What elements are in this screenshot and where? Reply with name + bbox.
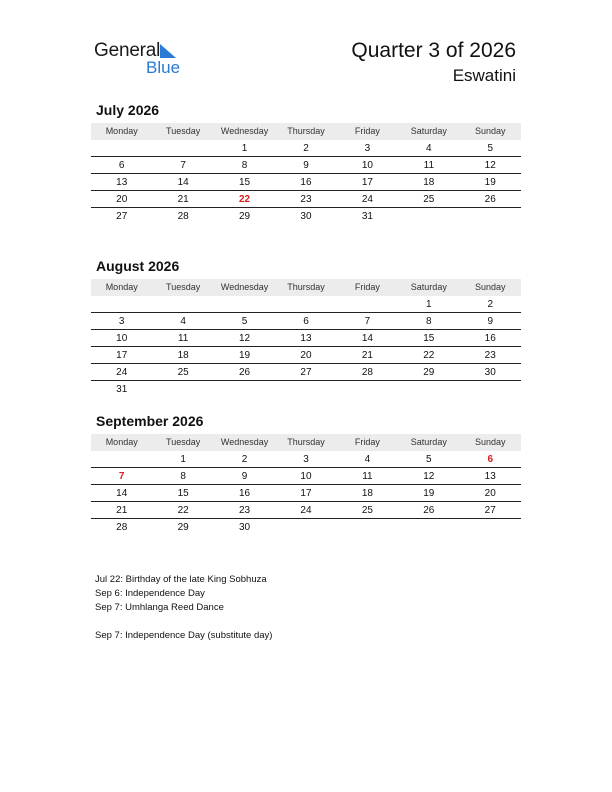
day-cell xyxy=(337,296,398,312)
day-cell: 29 xyxy=(423,367,435,378)
day-cell: 17 xyxy=(361,177,373,188)
day-cell xyxy=(214,381,275,398)
day-cell: 30 xyxy=(484,367,496,378)
page-title: Quarter 3 of 2026 xyxy=(351,39,516,62)
day-cell: 27 xyxy=(300,367,312,378)
day-cell: 28 xyxy=(361,367,373,378)
day-cell: 21 xyxy=(361,350,373,361)
weekday-header xyxy=(91,123,521,140)
day-cell: 5 xyxy=(241,316,248,327)
day-cell: 13 xyxy=(116,177,128,188)
day-cell: 2 xyxy=(487,299,494,310)
day-cell: 3 xyxy=(364,143,371,154)
day-cell: 30 xyxy=(300,211,312,222)
day-cell xyxy=(152,296,213,312)
day-cell xyxy=(337,519,398,536)
weekday-label: Wednesday xyxy=(220,282,269,292)
day-cell: 9 xyxy=(241,471,248,482)
day-cell: 18 xyxy=(177,350,189,361)
holiday-day-cell: 6 xyxy=(487,454,494,465)
day-cell: 20 xyxy=(116,194,128,205)
day-cell xyxy=(460,519,521,536)
day-cell xyxy=(152,140,213,156)
week-row xyxy=(91,485,521,502)
day-cell: 5 xyxy=(487,143,494,154)
logo-general-text: General xyxy=(94,40,161,61)
day-cell xyxy=(398,519,459,536)
month-july xyxy=(91,101,521,225)
weekday-header xyxy=(91,279,521,296)
week-row xyxy=(91,296,521,313)
month-title: July 2026 xyxy=(96,102,160,118)
day-cell: 7 xyxy=(364,316,371,327)
day-cell: 15 xyxy=(423,333,435,344)
day-cell: 4 xyxy=(364,454,371,465)
day-cell: 29 xyxy=(238,211,251,222)
weekday-label: Sunday xyxy=(474,126,506,136)
day-cell: 29 xyxy=(177,522,189,533)
day-cell xyxy=(275,296,336,312)
day-cell: 14 xyxy=(116,488,128,499)
day-cell: 4 xyxy=(180,316,186,327)
day-cell: 10 xyxy=(361,160,373,171)
day-cell: 20 xyxy=(300,350,312,361)
weekday-label: Thursday xyxy=(287,437,325,447)
day-cell: 26 xyxy=(484,194,496,205)
day-cell: 15 xyxy=(177,488,189,499)
day-cell: 28 xyxy=(177,211,189,222)
weekday-label: Friday xyxy=(354,437,380,447)
note-line: Sep 7: Independence Day (substitute day) xyxy=(95,630,273,641)
day-cell: 17 xyxy=(116,350,128,361)
day-cell: 8 xyxy=(426,316,432,327)
day-cell: 31 xyxy=(361,211,373,222)
week-row xyxy=(91,451,521,468)
day-cell: 7 xyxy=(180,160,186,171)
week-row xyxy=(91,381,521,398)
week-row xyxy=(91,519,521,536)
day-cell: 24 xyxy=(361,194,373,205)
week-row xyxy=(91,157,521,174)
day-cell: 16 xyxy=(238,488,251,499)
note-spacer xyxy=(95,615,272,629)
month-grid xyxy=(91,296,521,398)
day-cell: 13 xyxy=(484,471,496,482)
weekday-label: Tuesday xyxy=(166,126,201,136)
day-cell: 27 xyxy=(484,505,496,516)
day-cell: 22 xyxy=(177,505,189,516)
day-cell: 16 xyxy=(300,177,312,188)
day-cell: 21 xyxy=(116,505,128,516)
week-row xyxy=(91,502,521,519)
day-cell: 22 xyxy=(423,350,435,361)
week-row xyxy=(91,364,521,381)
day-cell: 11 xyxy=(362,471,373,482)
day-cell xyxy=(337,381,398,398)
weekday-label: Sunday xyxy=(474,282,506,292)
day-cell: 1 xyxy=(426,299,432,310)
day-cell: 25 xyxy=(177,367,189,378)
weekday-label: Monday xyxy=(105,282,138,292)
weekday-label: Sunday xyxy=(474,437,506,447)
day-cell: 5 xyxy=(426,454,432,465)
day-cell: 23 xyxy=(238,505,251,516)
day-cell: 19 xyxy=(423,488,435,499)
note-line: Sep 6: Independence Day xyxy=(95,588,205,599)
week-row xyxy=(91,191,521,208)
day-cell xyxy=(214,296,275,312)
day-cell: 18 xyxy=(361,488,373,499)
day-cell: 11 xyxy=(177,333,189,344)
note-line: Jul 22: Birthday of the late King Sobhuza xyxy=(95,574,267,585)
day-cell: 1 xyxy=(241,143,248,154)
month-september xyxy=(91,412,521,536)
day-cell: 27 xyxy=(116,211,128,222)
day-cell: 24 xyxy=(116,367,128,378)
week-row xyxy=(91,468,521,485)
country-name: Eswatini xyxy=(452,66,516,85)
weekday-label: Monday xyxy=(105,437,138,447)
day-cell: 8 xyxy=(241,160,248,171)
weekday-label: Wednesday xyxy=(220,126,269,136)
day-cell: 18 xyxy=(423,177,435,188)
day-cell xyxy=(398,208,459,225)
holiday-day-cell: 22 xyxy=(238,194,251,205)
week-row xyxy=(91,140,521,157)
day-cell xyxy=(398,381,459,398)
day-cell: 20 xyxy=(484,488,496,499)
day-cell: 3 xyxy=(303,454,309,465)
day-cell: 21 xyxy=(177,194,189,205)
weekday-label: Friday xyxy=(354,126,380,136)
day-cell: 2 xyxy=(303,143,309,154)
holiday-day-cell: 7 xyxy=(118,471,125,482)
month-grid xyxy=(91,140,521,225)
week-row xyxy=(91,313,521,330)
day-cell: 30 xyxy=(238,522,251,533)
day-cell: 19 xyxy=(484,177,496,188)
day-cell xyxy=(152,381,213,398)
logo xyxy=(94,40,194,80)
day-cell: 15 xyxy=(238,177,251,188)
day-cell: 8 xyxy=(180,471,186,482)
weekday-label: Saturday xyxy=(410,437,447,447)
day-cell: 28 xyxy=(116,522,128,533)
month-title: September 2026 xyxy=(96,413,204,429)
weekday-label: Thursday xyxy=(287,126,325,136)
day-cell: 4 xyxy=(426,143,432,154)
day-cell: 12 xyxy=(484,160,496,171)
day-cell xyxy=(91,296,152,312)
day-cell: 9 xyxy=(303,160,309,171)
day-cell xyxy=(91,140,152,156)
day-cell: 23 xyxy=(484,350,496,361)
day-cell: 25 xyxy=(423,194,435,205)
logo-triangle-icon xyxy=(160,44,176,58)
weekday-label: Tuesday xyxy=(166,282,201,292)
day-cell: 11 xyxy=(423,160,435,171)
week-row xyxy=(91,347,521,364)
day-cell: 24 xyxy=(300,505,312,516)
day-cell: 1 xyxy=(180,454,186,465)
day-cell: 6 xyxy=(118,160,125,171)
weekday-label: Thursday xyxy=(287,282,325,292)
day-cell: 9 xyxy=(487,316,494,327)
weekday-label: Tuesday xyxy=(166,437,201,447)
day-cell xyxy=(460,381,521,398)
day-cell: 14 xyxy=(361,333,373,344)
week-row xyxy=(91,174,521,191)
weekday-label: Monday xyxy=(105,126,138,136)
day-cell: 10 xyxy=(116,333,128,344)
day-cell xyxy=(275,381,336,398)
day-cell xyxy=(91,451,152,467)
day-cell: 2 xyxy=(241,454,248,465)
day-cell: 6 xyxy=(303,316,309,327)
day-cell: 23 xyxy=(300,194,312,205)
note-line: Sep 7: Umhlanga Reed Dance xyxy=(95,602,224,613)
month-title: August 2026 xyxy=(96,258,180,274)
month-grid xyxy=(91,451,521,536)
month-august xyxy=(91,257,521,398)
day-cell xyxy=(460,208,521,225)
day-cell: 14 xyxy=(177,177,189,188)
day-cell: 26 xyxy=(238,367,251,378)
week-row xyxy=(91,330,521,347)
day-cell: 12 xyxy=(238,333,251,344)
day-cell: 31 xyxy=(116,384,128,395)
weekday-label: Friday xyxy=(354,282,380,292)
day-cell: 3 xyxy=(118,316,125,327)
logo-blue-text: Blue xyxy=(146,58,181,77)
day-cell: 19 xyxy=(238,350,251,361)
weekday-label: Saturday xyxy=(410,282,447,292)
holiday-notes xyxy=(95,573,272,643)
day-cell: 10 xyxy=(300,471,312,482)
weekday-label: Wednesday xyxy=(220,437,269,447)
day-cell: 26 xyxy=(423,505,435,516)
day-cell: 17 xyxy=(300,488,312,499)
week-row xyxy=(91,208,521,225)
weekday-label: Saturday xyxy=(410,126,447,136)
day-cell: 25 xyxy=(361,505,373,516)
day-cell: 16 xyxy=(484,333,496,344)
day-cell xyxy=(275,519,336,536)
weekday-header xyxy=(91,434,521,451)
day-cell: 12 xyxy=(423,471,435,482)
day-cell: 13 xyxy=(300,333,312,344)
